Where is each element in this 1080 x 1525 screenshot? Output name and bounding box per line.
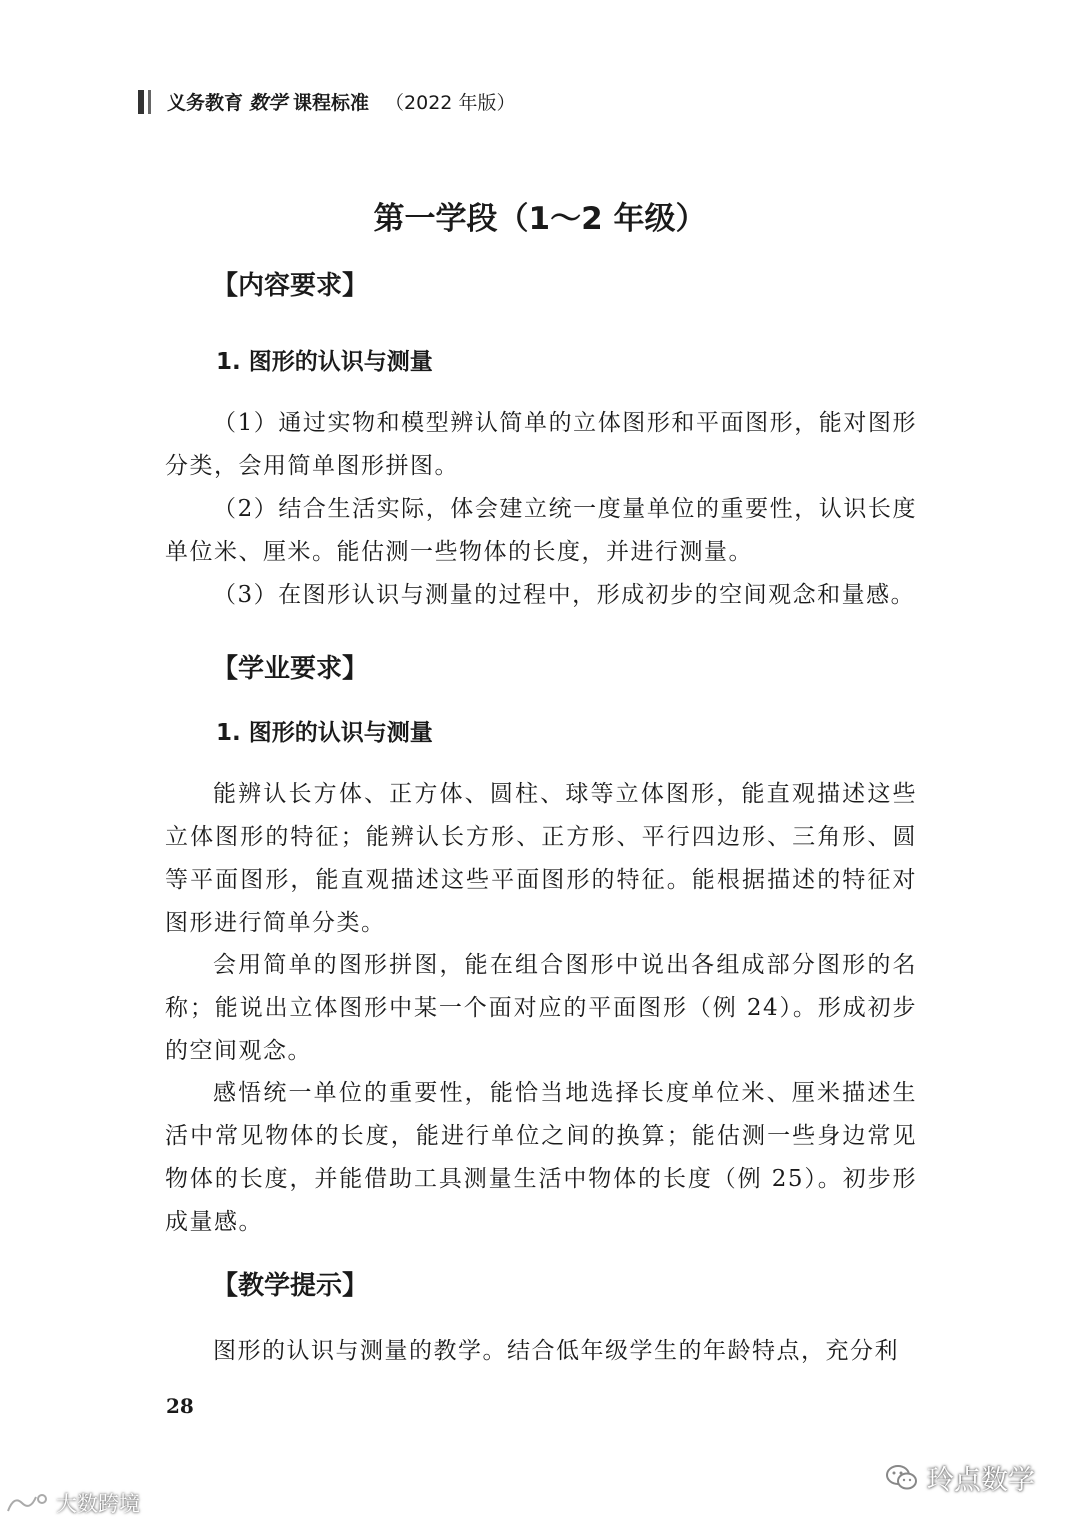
watermark-right-text: 玲点数学 bbox=[927, 1465, 1035, 1496]
academic-paragraph-1: 能辨认长方体、正方体、圆柱、球等立体图形，能直观描述这些立体图形的特征；能辨认长方形、正方形、平行四边形、三角形、圆等平面图形，能直观描述这些平面图形的特征。能根据描述的特征对图形进行简单分类。 bbox=[165, 781, 917, 936]
header-title-part1: 义务教育 bbox=[167, 92, 244, 114]
header-title-part3: 课程标准 bbox=[293, 92, 370, 114]
page-number: 28 bbox=[166, 1394, 194, 1418]
academic-paragraph-3: 感悟统一单位的重要性，能恰当地选择长度单位米、厘米描述生活中常见物体的长度，能进行单位之间的换算；能估测一些身边常见物体的长度，并能借助工具测量生活中物体的长度（例 25）。初步形成量感。 bbox=[165, 1080, 917, 1235]
academic-paragraph-2: 会用简单的图形拼图，能在组合图形中说出各组成部分图形的名称；能说出立体图形中某一个面对应的平面图形（例 24）。形成初步的空间观念。 bbox=[165, 952, 917, 1064]
academic-requirements-subheading: 1. 图形的认识与测量 bbox=[216, 720, 433, 746]
content-requirements-subheading: 1. 图形的认识与测量 bbox=[216, 349, 433, 375]
content-item-1: （1）通过实物和模型辨认简单的立体图形和平面图形，能对图形分类，会用简单图形拼图。 bbox=[165, 410, 917, 479]
content-requirements-heading: 【内容要求】 bbox=[212, 271, 369, 301]
content-item-3: （3）在图形认识与测量的过程中，形成初步的空间观念和量感。 bbox=[213, 582, 916, 608]
watermark-right bbox=[885, 1458, 1035, 1497]
academic-requirements-heading: 【学业要求】 bbox=[212, 654, 369, 684]
watermark-left-text: 大数跨境 bbox=[56, 1492, 140, 1516]
running-header bbox=[138, 88, 515, 115]
header-title-part2: 数学 bbox=[249, 92, 288, 114]
header-edition: （2022 年版） bbox=[385, 92, 516, 114]
watermark-logo-icon bbox=[4, 1491, 50, 1515]
wechat-icon bbox=[885, 1463, 919, 1493]
header-bars-icon bbox=[138, 90, 151, 114]
teaching-tips-heading: 【教学提示】 bbox=[212, 1271, 369, 1301]
content-item-2: （2）结合生活实际，体会建立统一度量单位的重要性，认识长度单位米、厘米。能估测一些物体的长度，并进行测量。 bbox=[165, 496, 917, 565]
watermark-left bbox=[4, 1488, 140, 1518]
teaching-tips-paragraph: 图形的认识与测量的教学。结合低年级学生的年龄特点，充分利 bbox=[213, 1338, 899, 1364]
stage-title: 第一学段（1～2 年级） bbox=[373, 201, 707, 237]
